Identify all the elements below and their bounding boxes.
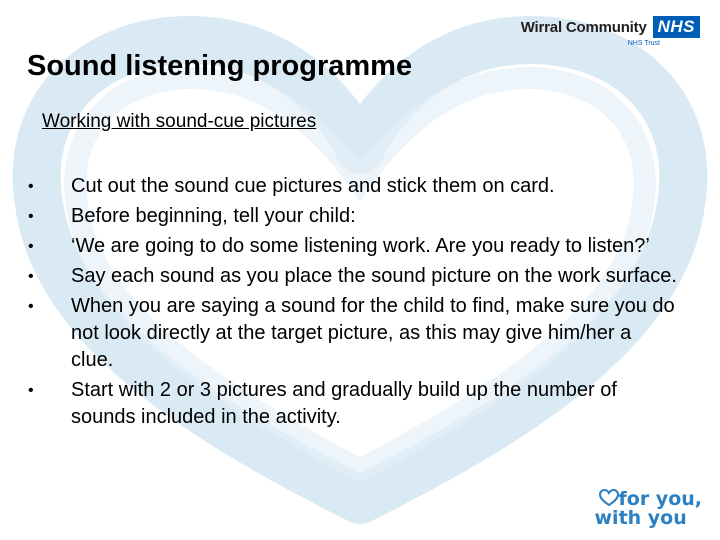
logo-line-2: with you [594, 507, 687, 529]
nhs-badge: NHS [653, 16, 700, 38]
trust-label: NHS Trust [627, 40, 660, 47]
list-item: • Before beginning, tell your child: [28, 203, 678, 230]
bullet-icon: • [28, 208, 34, 225]
org-name: Wirral Community [520, 18, 647, 36]
for-you-with-you-logo [594, 488, 703, 529]
list-item: • Start with 2 or 3 pictures and gradually build up the number of sounds included in the activity. [28, 379, 617, 428]
page-subtitle: Working with sound-cue pictures [42, 111, 317, 132]
bullet-icon: • [28, 382, 34, 399]
list-item: • ‘We are going to do some listening work. Are you ready to listen?’ [28, 233, 678, 260]
bullet-icon: • [28, 268, 34, 285]
instruction-list [28, 173, 678, 434]
page-title: Sound listening programme [27, 50, 413, 82]
list-item: • Cut out the sound cue pictures and stick them on card. [28, 173, 678, 200]
logo-line-1: for you, [618, 488, 702, 510]
list-item: • When you are saying a sound for the child to find, make sure you do not look directly at the target picture, as this may give him/her a clue. [28, 295, 675, 371]
list-item: • Say each sound as you place the sound picture on the work surface. [28, 263, 678, 290]
bullet-icon: • [28, 298, 34, 315]
nhs-trust-logo [521, 16, 700, 47]
heart-icon [599, 489, 619, 507]
bullet-icon: • [28, 178, 34, 195]
bullet-icon: • [28, 238, 34, 255]
